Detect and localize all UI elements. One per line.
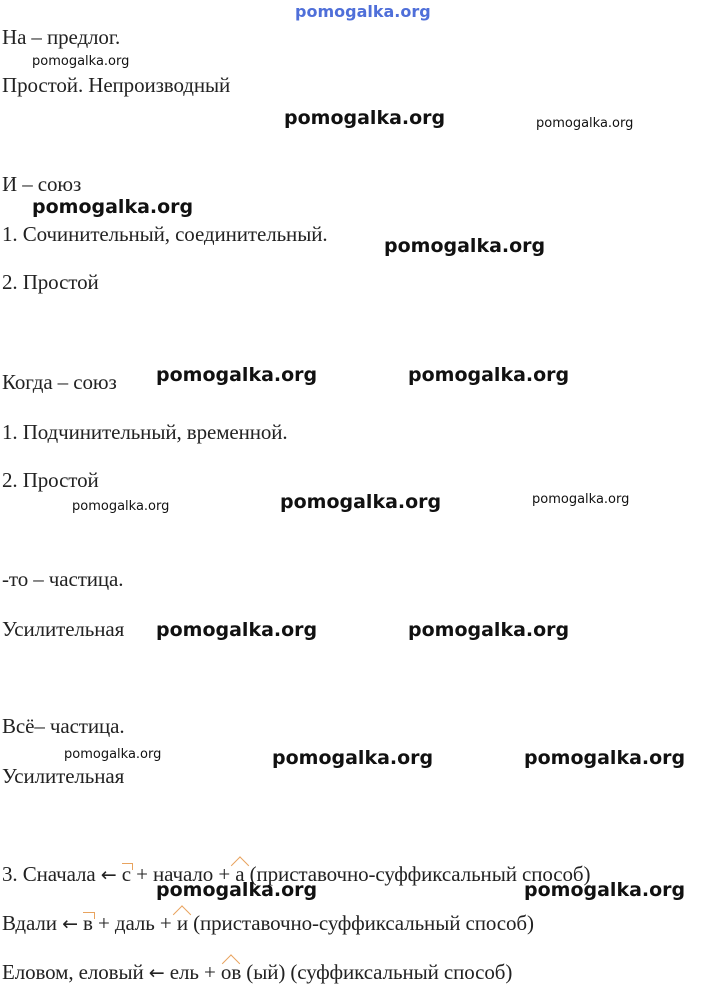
- arrow-left-icon: ←: [100, 864, 117, 886]
- method-note: (ый) (суффиксальный способ): [246, 960, 513, 984]
- line-kogda-soyuz: Когда – союз: [2, 370, 117, 394]
- line-usilitelnaya-1: Усилительная: [2, 617, 125, 641]
- line-i-soyuz: И – союз: [2, 172, 82, 196]
- word-start: 3. Сначала: [2, 862, 96, 886]
- watermark-label: pomogalka.org: [32, 196, 194, 218]
- watermark-label: pomogalka.org: [156, 879, 318, 901]
- line-prostoy-1: 2. Простой: [2, 270, 99, 294]
- watermark-label: pomogalka.org: [156, 619, 318, 641]
- method-note: (приставочно-суффиксальный способ): [249, 862, 591, 886]
- watermark-label: pomogalka.org: [408, 364, 570, 386]
- line-sochinitelny: 1. Сочинительный, соединительный.: [2, 222, 328, 246]
- watermark-label: pomogalka.org: [72, 499, 170, 514]
- suffix-morpheme: ов: [220, 960, 242, 984]
- root-part: + даль +: [98, 911, 172, 935]
- watermark-label: pomogalka.org: [408, 619, 570, 641]
- prefix-morpheme: с: [121, 862, 131, 886]
- line-prostoy-2: 2. Простой: [2, 468, 99, 492]
- line-na-predlog: На – предлог.: [2, 25, 121, 49]
- watermark-label: pomogalka.org: [524, 879, 686, 901]
- watermark-label: pomogalka.org: [272, 747, 434, 769]
- watermark-top: pomogalka.org: [295, 2, 431, 21]
- morpheme-row-vdali: [2, 910, 534, 937]
- arrow-left-icon: ←: [62, 913, 78, 935]
- line-to-chastitsa: -то – частица.: [2, 567, 124, 591]
- arrow-left-icon: ←: [148, 962, 165, 984]
- suffix-morpheme: и: [176, 911, 188, 935]
- word-start: Вдали: [2, 911, 57, 935]
- line-usilitelnaya-2: Усилительная: [2, 764, 125, 788]
- suffix-morpheme: а: [235, 862, 245, 886]
- root-part: ель +: [169, 960, 216, 984]
- watermark-label: pomogalka.org: [536, 116, 634, 131]
- root-part: + начало +: [136, 862, 231, 886]
- watermark-label: pomogalka.org: [32, 54, 130, 69]
- line-podchinitelny: 1. Подчинительный, временной.: [2, 420, 288, 444]
- method-note: (приставочно-суффиксальный способ): [193, 911, 534, 935]
- watermark-label: pomogalka.org: [384, 235, 546, 257]
- morpheme-row-elovom: [2, 959, 512, 986]
- watermark-label: pomogalka.org: [284, 107, 446, 129]
- watermark-label: pomogalka.org: [156, 364, 318, 386]
- watermark-label: pomogalka.org: [64, 747, 162, 762]
- watermark-label: pomogalka.org: [280, 491, 442, 513]
- word-start: Еловом, еловый: [2, 960, 144, 984]
- line-prostoy-neproizvodny: Простой. Непроизводный: [2, 73, 231, 97]
- line-vse-chastitsa: Всё– частица.: [2, 714, 125, 738]
- watermark-label: pomogalka.org: [532, 492, 630, 507]
- prefix-morpheme: в: [83, 911, 93, 935]
- watermark-label: pomogalka.org: [524, 747, 686, 769]
